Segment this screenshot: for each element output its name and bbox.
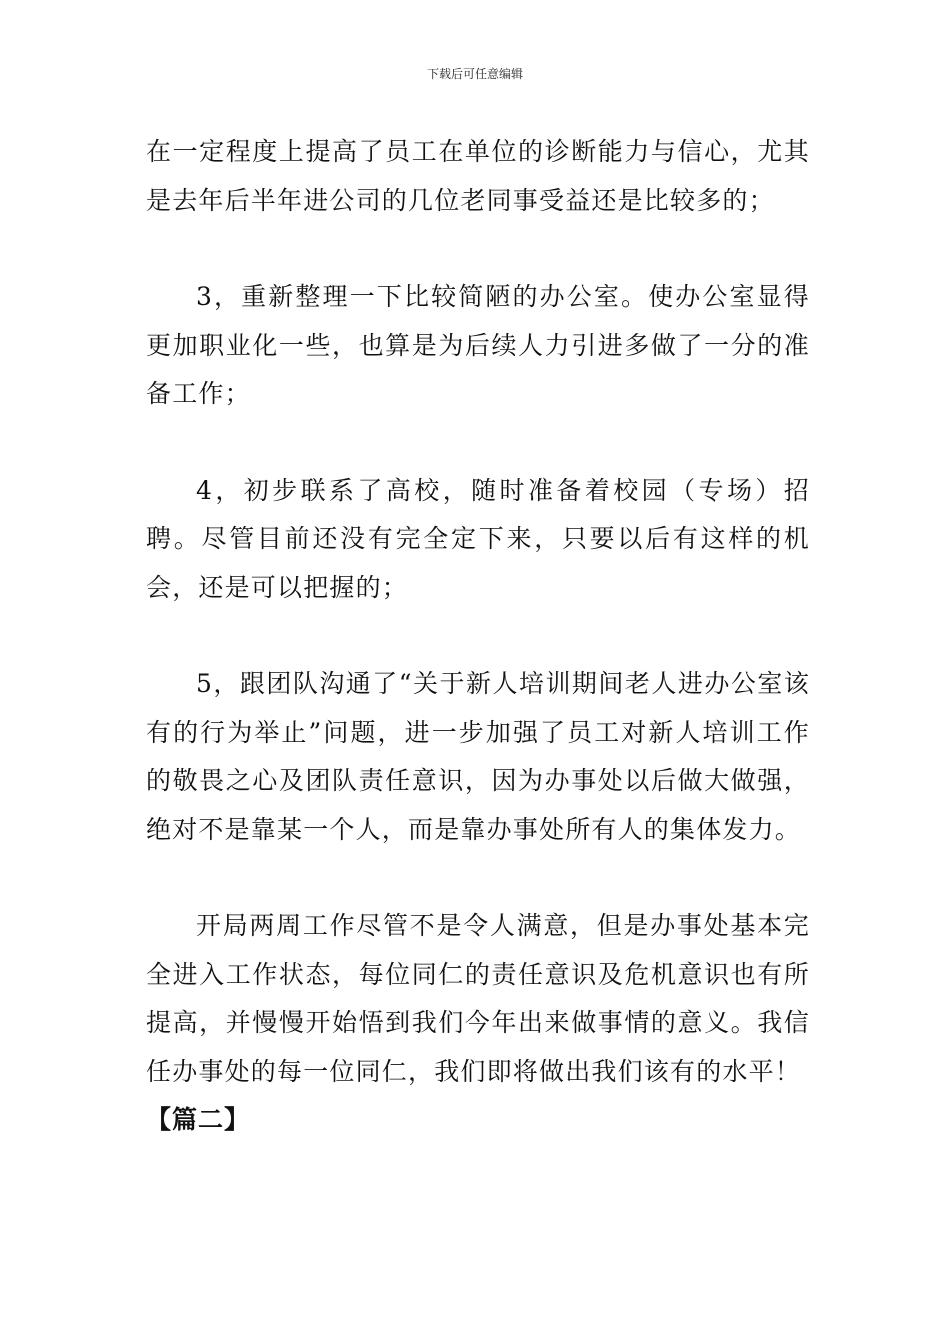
paragraph-item-5: 5，跟团队沟通了“关于新人培训期间老人进办公室该有的行为举止”问题，进一步加强了员工对新人培训工作的敬畏之心及团队责任意识，因为办事处以后做大做强，绝对不是靠某一个人，而是靠办事处所有人的集体发力。	[146, 669, 810, 844]
page-header: 下载后可任意编辑	[426, 67, 523, 81]
paragraph-gap	[146, 225, 810, 273]
paragraph-item-3: 3，重新整理一下比较简陋的办公室。使办公室显得更加职业化一些，也算是为后续人力引进多做了一分的准备工作；	[146, 282, 810, 408]
paragraph-item-4: 4，初步联系了高校，随时准备着校园（专场）招聘。尽管目前还没有完全定下来，只要以后有这样的机会，还是可以把握的；	[146, 475, 810, 602]
paragraph-gap	[146, 419, 810, 467]
paragraph-continuation: 在一定程度上提高了员工在单位的诊断能力与信心，尤其是去年后半年进公司的几位老同事受益还是比较多的；	[146, 137, 810, 215]
paragraph-gap	[146, 854, 810, 902]
section-title: 【篇二】	[146, 1105, 251, 1134]
paragraph-gap	[146, 612, 810, 660]
document-body	[146, 128, 810, 1144]
paragraph-summary: 开局两周工作尽管不是令人满意，但是办事处基本完全进入工作状态，每位同仁的责任意识及危机意识也有所提高，并慢慢开始悟到我们今年出来做事情的意义。我信任办事处的每一位同仁，我们即将做出我们该有的水平！	[146, 911, 810, 1086]
